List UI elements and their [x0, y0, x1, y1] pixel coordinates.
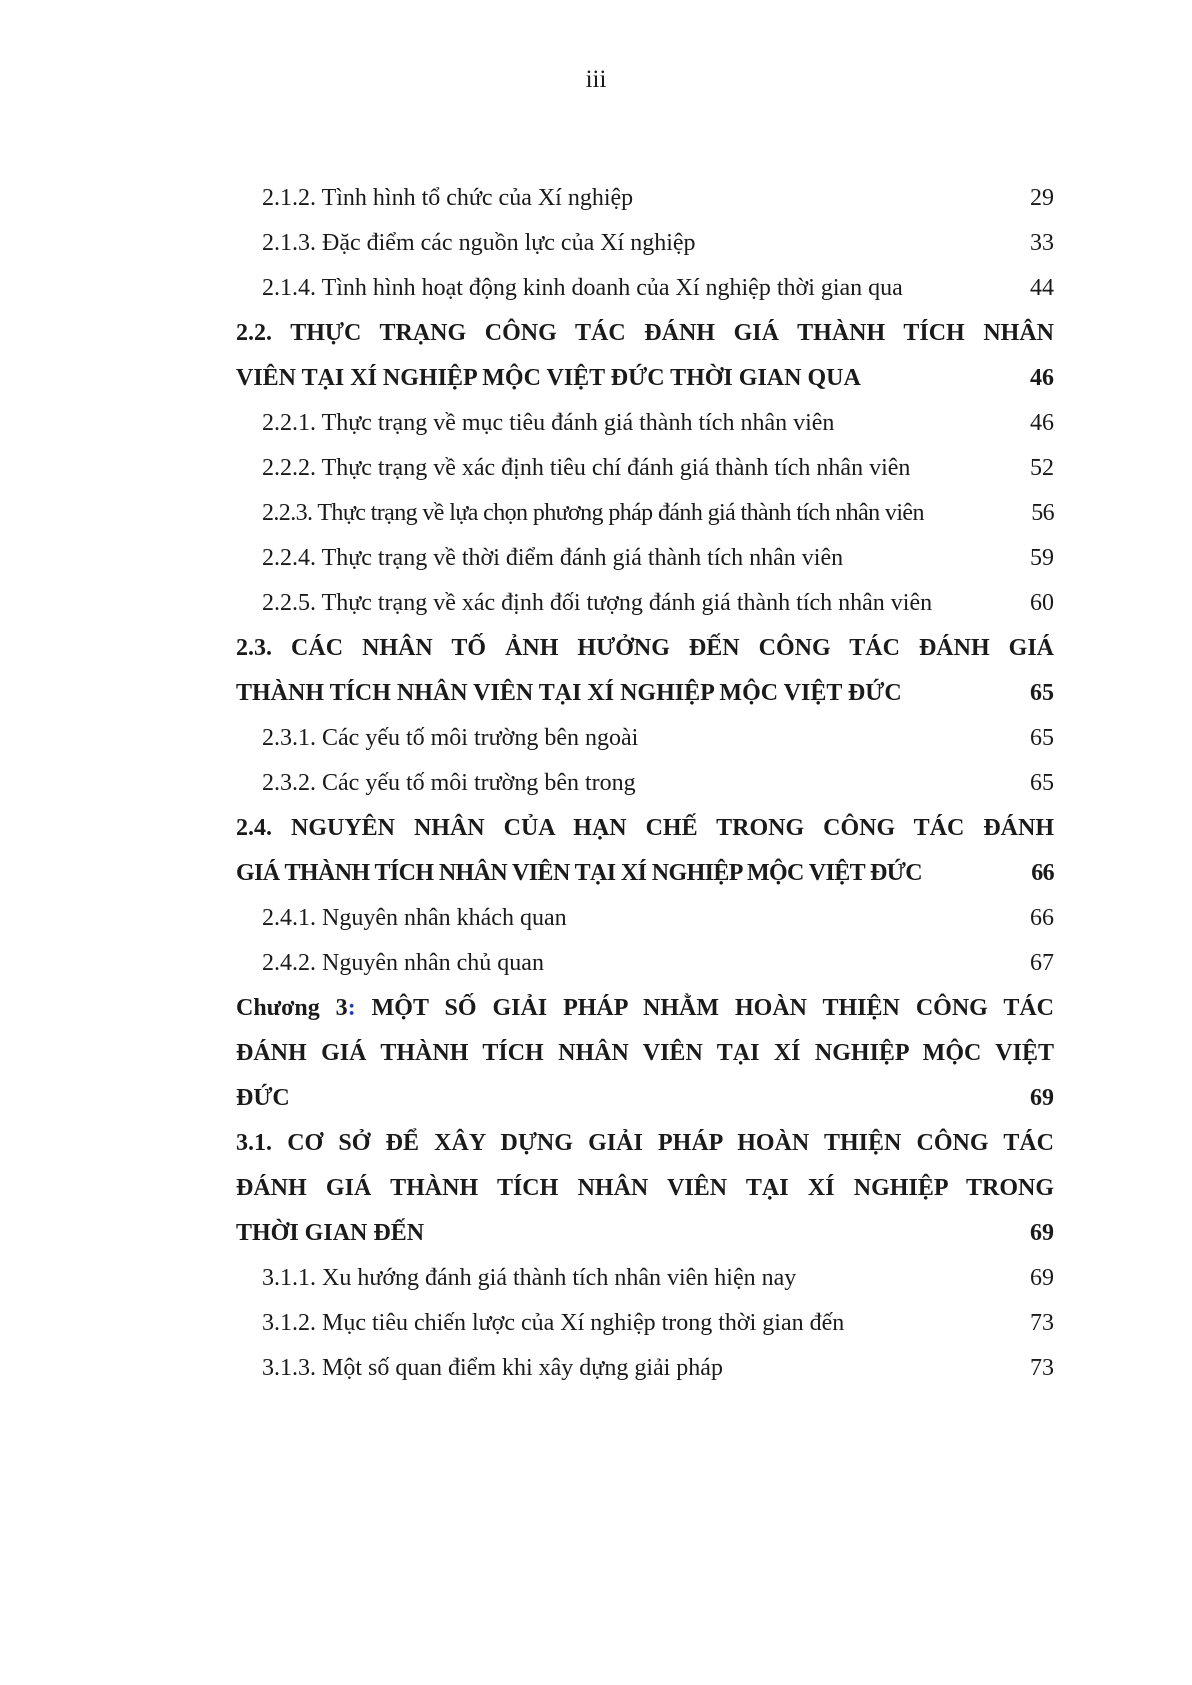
toc-section-title-line: 2.2. THỰC TRẠNG CÔNG TÁC ĐÁNH GIÁ THÀNH TÍCH NHÂN: [236, 320, 1054, 346]
chapter-label: Chương 3: [236, 995, 348, 1021]
toc-section-3-1[interactable]: [236, 1121, 1054, 1256]
toc-entry-title: 2.3.2. Các yếu tố môi trường bên trong: [262, 770, 636, 796]
toc-entry-3-1-3[interactable]: [236, 1346, 1054, 1391]
toc-entry-page: 65: [1030, 770, 1054, 796]
toc-entry-page: 33: [1030, 230, 1054, 256]
toc-entry-2-3-2[interactable]: [236, 761, 1054, 806]
toc-entry-page: 60: [1030, 590, 1054, 616]
toc-entry-2-1-4[interactable]: [236, 266, 1054, 311]
toc-chapter-3[interactable]: [236, 986, 1054, 1121]
toc-entry-2-4-2[interactable]: [236, 941, 1054, 986]
toc-section-2-2[interactable]: [236, 311, 1054, 401]
toc-chapter-title-line: ĐÁNH GIÁ THÀNH TÍCH NHÂN VIÊN TẠI XÍ NGHIỆP MỘC VIỆT: [236, 1040, 1054, 1066]
toc-section-page: 66: [1031, 860, 1054, 886]
toc-entry-2-1-3[interactable]: [236, 221, 1054, 266]
toc-section-title-line: GIÁ THÀNH TÍCH NHÂN VIÊN TẠI XÍ NGHIỆP MỘC VIỆT ĐỨC: [236, 860, 922, 886]
toc-entry-title: 2.2.2. Thực trạng về xác định tiêu chí đánh giá thành tích nhân viên: [262, 455, 911, 481]
toc-entry-2-2-4[interactable]: [236, 536, 1054, 581]
toc-entry-title: 2.2.4. Thực trạng về thời điểm đánh giá thành tích nhân viên: [262, 545, 844, 571]
toc-entry-3-1-2[interactable]: [236, 1301, 1054, 1346]
toc-entry-2-2-1[interactable]: [236, 401, 1054, 446]
toc-entry-page: 73: [1030, 1355, 1054, 1381]
toc-entry-3-1-1[interactable]: [236, 1256, 1054, 1301]
toc-chapter-title-line: [236, 986, 1054, 1031]
toc-section-title-line: THÀNH TÍCH NHÂN VIÊN TẠI XÍ NGHIỆP MỘC VIỆT ĐỨC: [236, 680, 902, 706]
toc-entry-page: 52: [1030, 455, 1054, 481]
toc-entry-title: 3.1.2. Mục tiêu chiến lược của Xí nghiệp trong thời gian đến: [262, 1310, 845, 1336]
toc-section-2-3[interactable]: [236, 626, 1054, 716]
toc-entry-page: 73: [1030, 1310, 1054, 1336]
toc-entry-title: 2.1.4. Tình hình hoạt động kinh doanh của Xí nghiệp thời gian qua: [262, 275, 903, 301]
toc-entry-page: 69: [1030, 1265, 1054, 1291]
toc-entry-page: 29: [1030, 185, 1054, 211]
toc-section-page: 69: [1030, 1220, 1054, 1246]
toc-section-page: 46: [1030, 365, 1054, 391]
toc-entry-2-2-5[interactable]: [236, 581, 1054, 626]
toc-entry-2-4-1[interactable]: [236, 896, 1054, 941]
chapter-title-text: MỘT SỐ GIẢI PHÁP NHẰM HOÀN THIỆN CÔNG TÁC: [355, 995, 1055, 1021]
toc-entry-page: 65: [1030, 725, 1054, 751]
table-of-contents: [236, 176, 1054, 1391]
page-number: iii: [585, 66, 607, 93]
toc-section-title-line: 2.3. CÁC NHÂN TỐ ẢNH HƯỞNG ĐẾN CÔNG TÁC ĐÁNH GIÁ: [236, 635, 1054, 661]
toc-section-title-line: ĐÁNH GIÁ THÀNH TÍCH NHÂN VIÊN TẠI XÍ NGHIỆP TRONG: [236, 1175, 1054, 1201]
toc-entry-page: 56: [1031, 500, 1054, 526]
toc-entry-title: 2.1.2. Tình hình tổ chức của Xí nghiệp: [262, 185, 634, 211]
toc-entry-title: 2.2.5. Thực trạng về xác định đối tượng đánh giá thành tích nhân viên: [262, 590, 933, 616]
toc-entry-title: 2.2.1. Thực trạng về mục tiêu đánh giá thành tích nhân viên: [262, 410, 835, 436]
toc-entry-2-3-1[interactable]: [236, 716, 1054, 761]
toc-section-title-line: THỜI GIAN ĐẾN: [236, 1220, 425, 1246]
toc-section-title-line: 2.4. NGUYÊN NHÂN CỦA HẠN CHẾ TRONG CÔNG TÁC ĐÁNH: [236, 815, 1054, 841]
toc-entry-title: 2.2.3. Thực trạng về lựa chọn phương pháp đánh giá thành tích nhân viên: [262, 500, 924, 526]
toc-section-2-4[interactable]: [236, 806, 1054, 896]
toc-entry-title: 3.1.3. Một số quan điểm khi xây dựng giải pháp: [262, 1355, 723, 1381]
toc-entry-title: 2.4.1. Nguyên nhân khách quan: [262, 905, 567, 931]
toc-entry-page: 59: [1030, 545, 1054, 571]
toc-entry-2-2-3[interactable]: [236, 491, 1054, 536]
toc-chapter-title-line: ĐỨC: [236, 1085, 290, 1111]
chapter-colon: :: [347, 995, 356, 1021]
toc-entry-page: 44: [1030, 275, 1054, 301]
toc-section-title-line: 3.1. CƠ SỞ ĐỂ XÂY DỰNG GIẢI PHÁP HOÀN THIỆN CÔNG TÁC: [236, 1130, 1054, 1156]
toc-entry-page: 46: [1030, 410, 1054, 436]
toc-entry-2-2-2[interactable]: [236, 446, 1054, 491]
toc-entry-title: 2.3.1. Các yếu tố môi trường bên ngoài: [262, 725, 639, 751]
toc-section-page: 65: [1030, 680, 1054, 706]
toc-chapter-page: 69: [1030, 1085, 1054, 1111]
toc-entry-title: 3.1.1. Xu hướng đánh giá thành tích nhân viên hiện nay: [262, 1265, 797, 1291]
toc-entry-page: 67: [1030, 950, 1054, 976]
toc-entry-page: 66: [1030, 905, 1054, 931]
toc-entry-title: 2.1.3. Đặc điểm các nguồn lực của Xí nghiệp: [262, 230, 696, 256]
toc-section-title-line: VIÊN TẠI XÍ NGHIỆP MỘC VIỆT ĐỨC THỜI GIAN QUA: [236, 365, 861, 391]
toc-entry-2-1-2[interactable]: [236, 176, 1054, 221]
toc-entry-title: 2.4.2. Nguyên nhân chủ quan: [262, 950, 544, 976]
